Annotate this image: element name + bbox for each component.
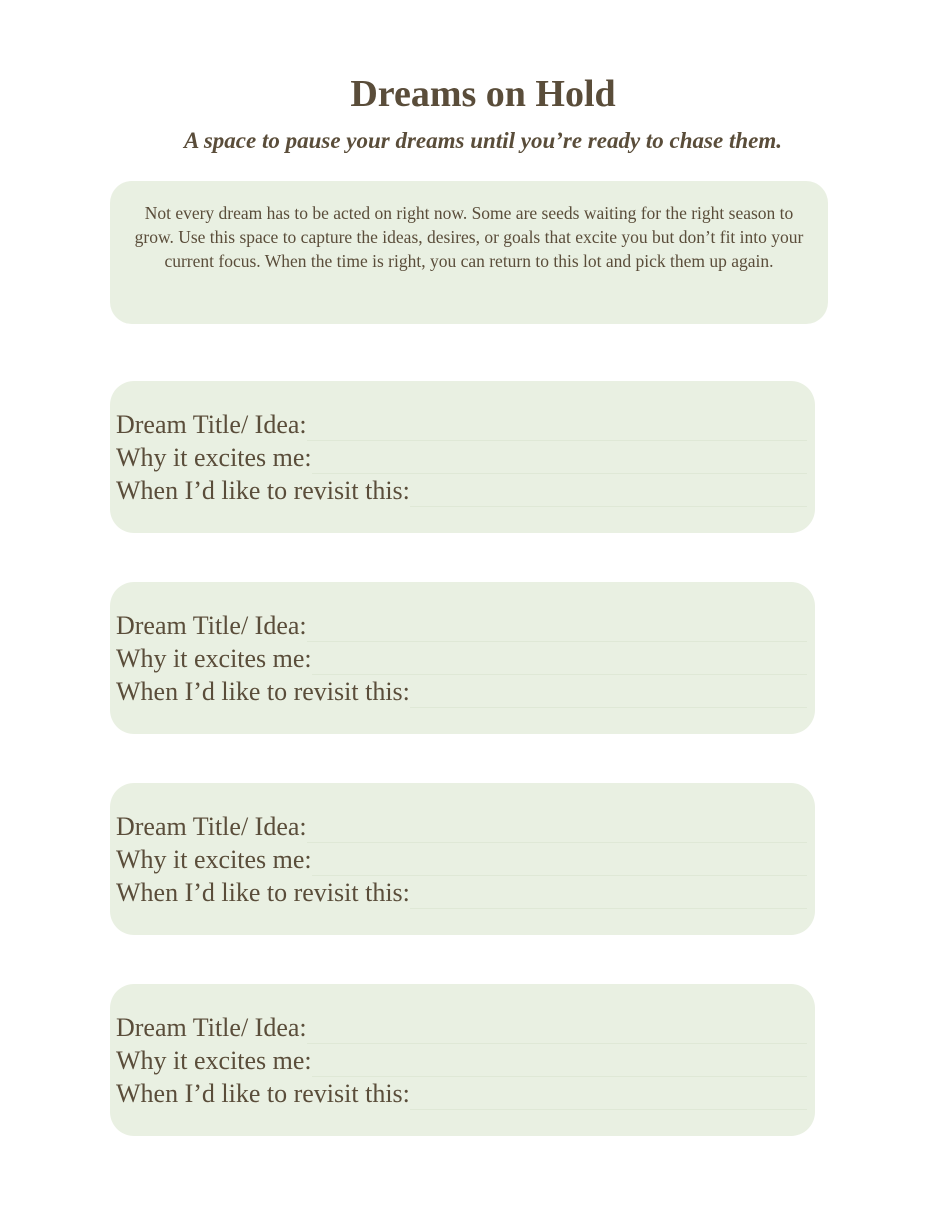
dream-title-row[interactable] <box>116 810 807 843</box>
dream-card <box>110 783 815 935</box>
revisit-line[interactable] <box>410 907 807 909</box>
revisit-line[interactable] <box>410 706 807 708</box>
why-excites-label: Why it excites me: <box>116 845 312 874</box>
revisit-row[interactable] <box>116 474 807 507</box>
revisit-row[interactable] <box>116 876 807 909</box>
why-excites-label: Why it excites me: <box>116 443 312 472</box>
revisit-row[interactable] <box>116 675 807 708</box>
dream-title-row[interactable] <box>116 1011 807 1044</box>
dream-title-row[interactable] <box>116 609 807 642</box>
dream-title-row[interactable] <box>116 408 807 441</box>
page-title: Dreams on Hold <box>350 73 616 115</box>
revisit-label: When I’d like to revisit this: <box>116 1079 410 1108</box>
dream-title-label: Dream Title/ Idea: <box>116 611 307 640</box>
page-subtitle: A space to pause your dreams until you’re ready to chase them. <box>184 128 782 153</box>
why-excites-row[interactable] <box>116 1044 807 1077</box>
revisit-row[interactable] <box>116 1077 807 1110</box>
why-excites-row[interactable] <box>116 642 807 675</box>
revisit-line[interactable] <box>410 1108 807 1110</box>
why-excites-label: Why it excites me: <box>116 1046 312 1075</box>
dream-title-label: Dream Title/ Idea: <box>116 812 307 841</box>
intro-text: Not every dream has to be acted on right now. Some are seeds waiting for the right season to grow. Use this space to capture the ideas, desires, or goals that excite you but don’t fit into your current focus. When the time is right, you can return to this lot and pick them up again. <box>134 203 804 271</box>
why-excites-label: Why it excites me: <box>116 644 312 673</box>
revisit-line[interactable] <box>410 505 807 507</box>
intro-box <box>110 181 828 324</box>
dream-card <box>110 984 815 1136</box>
why-excites-row[interactable] <box>116 843 807 876</box>
dream-title-label: Dream Title/ Idea: <box>116 410 307 439</box>
why-excites-row[interactable] <box>116 441 807 474</box>
revisit-label: When I’d like to revisit this: <box>116 878 410 907</box>
dream-card <box>110 582 815 734</box>
dream-title-label: Dream Title/ Idea: <box>116 1013 307 1042</box>
revisit-label: When I’d like to revisit this: <box>116 476 410 505</box>
revisit-label: When I’d like to revisit this: <box>116 677 410 706</box>
dream-card <box>110 381 815 533</box>
